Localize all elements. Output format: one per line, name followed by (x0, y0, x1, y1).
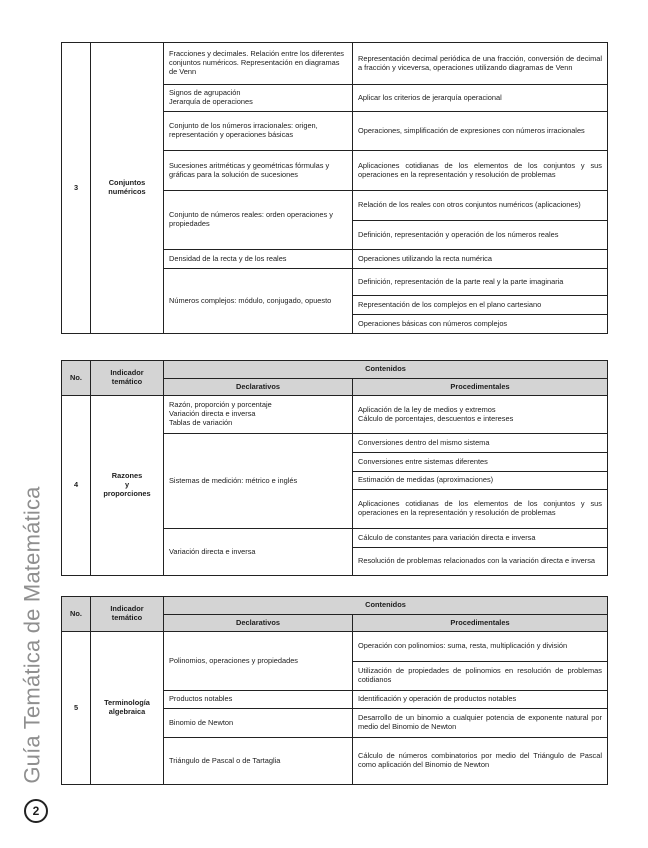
procedural-cell: Operaciones, simplificación de expresiones con números irracionales (353, 112, 608, 151)
header-declarative: Declarativos (164, 379, 353, 396)
row-number: 5 (62, 632, 91, 785)
indicator-cell: Terminología algebraica (91, 632, 164, 785)
row-number: 3 (62, 43, 91, 334)
procedural-cell: Desarrollo de un binomio a cualquier potencia de exponente natural por medio del Binomio de Newton (353, 709, 608, 738)
declarative-cell: Productos notables (164, 691, 353, 709)
header-indicator: Indicador temático (91, 361, 164, 396)
declarative-cell: Conjunto de números reales: orden operaciones y propiedades (164, 191, 353, 250)
declarative-cell: Triángulo de Pascal o de Tartaglia (164, 738, 353, 785)
procedural-cell: Resolución de problemas relacionados con la variación directa e inversa (353, 548, 608, 576)
declarative-cell: Signos de agrupación Jerarquía de operaciones (164, 85, 353, 112)
procedural-cell: Aplicación de la ley de medios y extremos Cálculo de porcentajes, descuentos e intereses (353, 396, 608, 434)
procedural-cell: Representación de los complejos en el plano cartesiano (353, 296, 608, 315)
indicator-cell: Conjuntos numéricos (91, 43, 164, 334)
header-contents: Contenidos (164, 361, 608, 379)
procedural-cell: Conversiones entre sistemas diferentes (353, 453, 608, 472)
table-razones-proporciones (61, 360, 608, 576)
header-contents: Contenidos (164, 597, 608, 615)
header-procedural: Procedimentales (353, 615, 608, 632)
indicator-cell: Razones y proporciones (91, 396, 164, 576)
header-no: No. (62, 361, 91, 396)
header-row (62, 597, 608, 615)
declarative-cell: Binomio de Newton (164, 709, 353, 738)
procedural-cell: Relación de los reales con otros conjuntos numéricos (aplicaciones) (353, 191, 608, 221)
table-header (62, 361, 608, 396)
table-terminologia-algebraica (61, 596, 608, 785)
side-title (15, 480, 51, 790)
table-row (62, 396, 608, 434)
header-declarative: Declarativos (164, 615, 353, 632)
procedural-cell: Definición, representación de la parte real y la parte imaginaria (353, 269, 608, 296)
header-no: No. (62, 597, 91, 632)
table-row (62, 43, 608, 85)
row-number: 4 (62, 396, 91, 576)
procedural-cell: Conversiones dentro del mismo sistema (353, 434, 608, 453)
procedural-cell: Cálculo de números combinatorios por medio del Triángulo de Pascal como aplicación del Binomio de Newton (353, 738, 608, 785)
page-number: 2 (24, 799, 48, 823)
procedural-cell: Aplicaciones cotidianas de los elementos de los conjuntos y sus operaciones en la representación y resolución de problemas (353, 151, 608, 191)
procedural-cell: Utilización de propiedades de polinomios en resolución de problemas cotidianos (353, 662, 608, 691)
procedural-cell: Definición, representación y operación de los números reales (353, 221, 608, 250)
side-title-text: Guía Temática de Matemática (20, 486, 45, 784)
procedural-cell: Aplicaciones cotidianas de los elementos de los conjuntos y sus operaciones en la representación y resolución de problemas (353, 490, 608, 529)
procedural-cell: Aplicar los criterios de jerarquía operacional (353, 85, 608, 112)
declarative-cell: Razón, proporción y porcentaje Variación directa e inversa Tablas de variación (164, 396, 353, 434)
header-procedural: Procedimentales (353, 379, 608, 396)
table-body (62, 396, 608, 576)
table-header (62, 597, 608, 632)
table-body (62, 43, 608, 334)
declarative-cell: Variación directa e inversa (164, 529, 353, 576)
header-row (62, 361, 608, 379)
header-indicator: Indicador temático (91, 597, 164, 632)
procedural-cell: Operaciones utilizando la recta numérica (353, 250, 608, 269)
procedural-cell: Representación decimal periódica de una fracción, conversión de decimal a fracción y viceversa, operaciones utilizando diagramas de Venn (353, 43, 608, 85)
declarative-cell: Fracciones y decimales. Relación entre los diferentes conjuntos numéricos. Representación en diagramas de Venn (164, 43, 353, 85)
declarative-cell: Sucesiones aritméticas y geométricas fórmulas y gráficas para la solución de sucesiones (164, 151, 353, 191)
declarative-cell: Números complejos: módulo, conjugado, opuesto (164, 269, 353, 334)
table-conjuntos-numericos (61, 42, 608, 334)
table-row (62, 632, 608, 662)
declarative-cell: Conjunto de los números irracionales: origen, representación y operaciones básicas (164, 112, 353, 151)
table-body (62, 632, 608, 785)
procedural-cell: Operaciones básicas con números complejos (353, 315, 608, 334)
declarative-cell: Sistemas de medición: métrico e inglés (164, 434, 353, 529)
procedural-cell: Operación con polinomios: suma, resta, multiplicación y división (353, 632, 608, 662)
procedural-cell: Estimación de medidas (aproximaciones) (353, 472, 608, 490)
declarative-cell: Densidad de la recta y de los reales (164, 250, 353, 269)
procedural-cell: Cálculo de constantes para variación directa e inversa (353, 529, 608, 548)
procedural-cell: Identificación y operación de productos notables (353, 691, 608, 709)
declarative-cell: Polinomios, operaciones y propiedades (164, 632, 353, 691)
